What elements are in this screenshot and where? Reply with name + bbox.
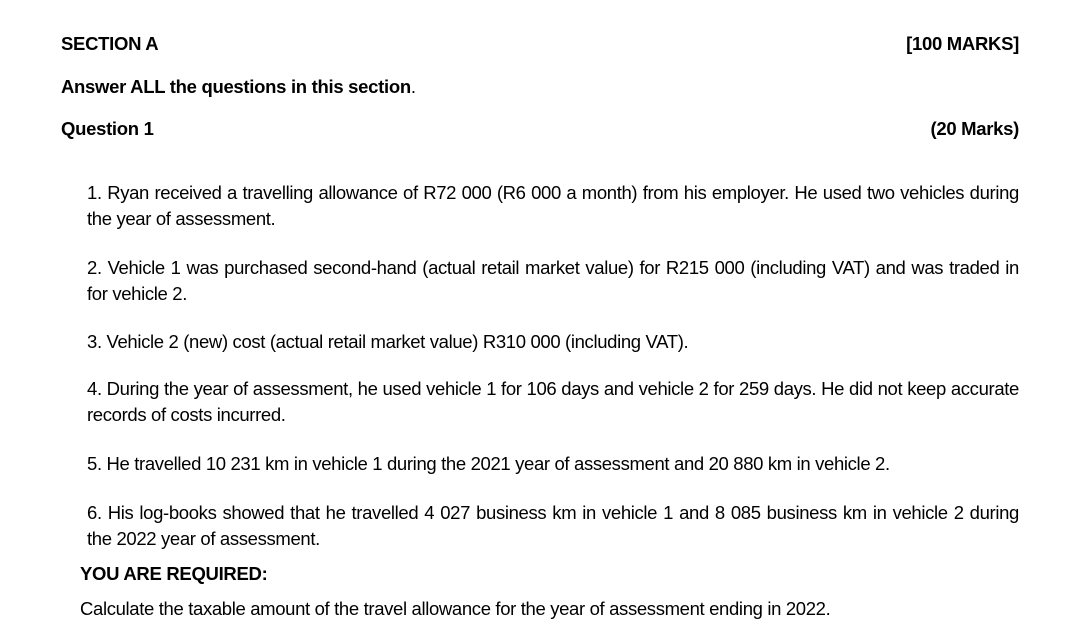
- section-marks: [100 MARKS]: [906, 33, 1019, 54]
- required-heading: YOU ARE REQUIRED:: [80, 563, 268, 584]
- question-item: 2. Vehicle 1 was purchased second-hand (actual retail market value) for R215 000 (including VAT) and was traded in for vehicle 2.: [87, 257, 1019, 304]
- question-marks: (20 Marks): [930, 118, 1019, 139]
- instruction-period: .: [410, 76, 416, 97]
- section-title: SECTION A: [61, 33, 159, 54]
- question-title: Question 1: [61, 118, 154, 139]
- question-item: 3. Vehicle 2 (new) cost (actual retail market value) R310 000 (including VAT).: [87, 331, 689, 352]
- section-header: [61, 33, 1019, 55]
- question-item: 1. Ryan received a travelling allowance of R72 000 (R6 000 a month) from his employer. He used two vehicles during the year of assessment.: [87, 182, 1019, 229]
- question-item: 4. During the year of assessment, he used vehicle 1 for 106 days and vehicle 2 for 259 days. He did not keep accurate records of costs incurred.: [87, 378, 1019, 425]
- question-item: 6. His log-books showed that he travelled 4 027 business km in vehicle 1 and 8 085 business km in vehicle 2 during the 2022 year of assessment.: [87, 502, 1019, 549]
- question-header: [61, 118, 1019, 140]
- required-task: Calculate the taxable amount of the travel allowance for the year of assessment ending in 2022.: [80, 598, 831, 619]
- question-item: 5. He travelled 10 231 km in vehicle 1 during the 2021 year of assessment and 20 880 km in vehicle 2.: [87, 453, 890, 474]
- section-instruction: [61, 76, 416, 98]
- instruction-text: Answer ALL the questions in this section: [61, 76, 411, 97]
